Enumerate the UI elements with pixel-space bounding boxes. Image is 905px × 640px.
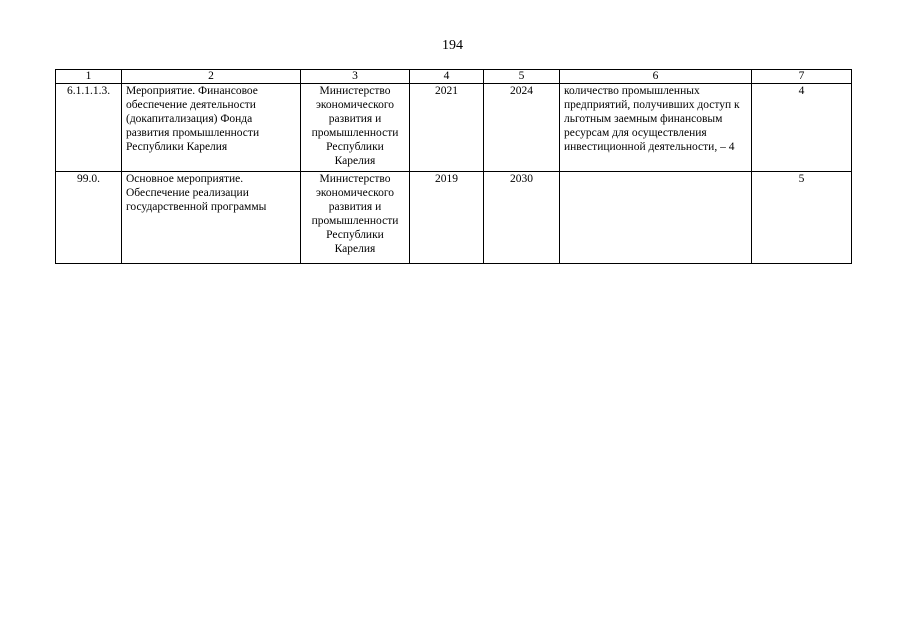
start-year: 2019 (410, 172, 484, 264)
link-number: 4 (752, 84, 852, 172)
end-year: 2024 (484, 84, 560, 172)
header-cell: 2 (122, 70, 301, 84)
indicator: количество промышленных предприятий, получивших доступ к льготным заемным финансовым ресурсам для осуществления инвестиционной деятельности, – 4 (560, 84, 752, 172)
event-name: Основное мероприятие. Обеспечение реализации государственной программы (122, 172, 301, 264)
row-number: 99.0. (56, 172, 122, 264)
table-header-row (56, 70, 852, 84)
header-cell: 7 (752, 70, 852, 84)
header-cell: 5 (484, 70, 560, 84)
table-row (56, 172, 852, 264)
end-year: 2030 (484, 172, 560, 264)
header-cell: 4 (410, 70, 484, 84)
executor: Министерство экономического развития и промышленности Республики Карелия (301, 172, 410, 264)
page-number: 194 (442, 38, 463, 53)
header-cell: 1 (56, 70, 122, 84)
executor: Министерство экономического развития и промышленности Республики Карелия (301, 84, 410, 172)
indicator (560, 172, 752, 264)
start-year: 2021 (410, 84, 484, 172)
header-cell: 3 (301, 70, 410, 84)
program-table (55, 69, 852, 264)
table-row (56, 84, 852, 172)
link-number: 5 (752, 172, 852, 264)
header-cell: 6 (560, 70, 752, 84)
event-name: Мероприятие. Финансовое обеспечение деятельности (докапитализация) Фонда развития промышленности Республики Карелия (122, 84, 301, 172)
row-number: 6.1.1.1.3. (56, 84, 122, 172)
